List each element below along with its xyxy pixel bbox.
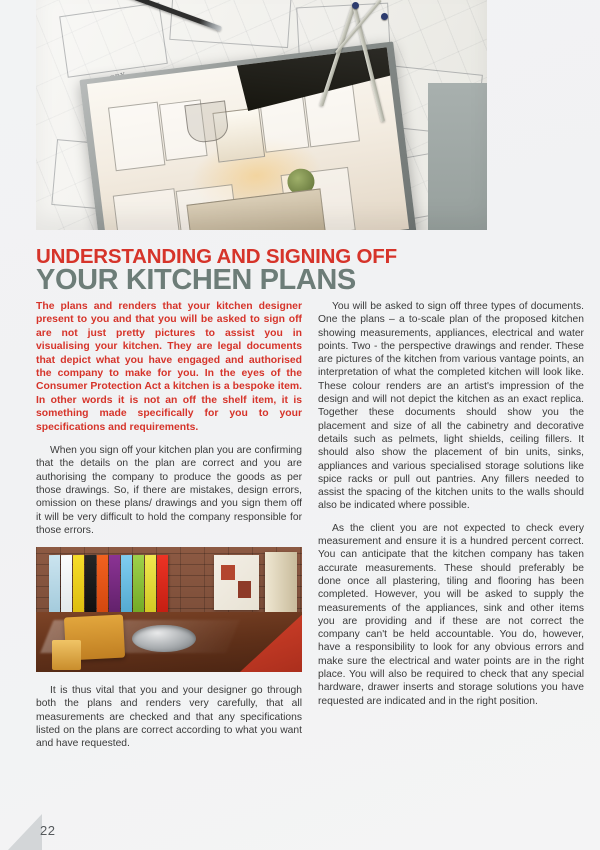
article-kicker: UNDERSTANDING AND SIGNING OFF [36,245,397,268]
left-paragraph-2: It is thus vital that you and your designer go through both the plans and renders very carefully, that all measurements are checked and that any specifications listed on the plans are correct according to what you want and have requested. [36,685,302,750]
page-number: 22 [40,823,56,838]
wall-artwork [214,555,259,610]
left-column [36,300,302,760]
lede-paragraph: The plans and renders that your kitchen designer present to you and that you will be asked to sign off are not just pretty pictures to assist you in visualising your kitchen. They are legal documents that depict what you have engaged and authorised the company to make for you. In the eyes of the Consumer Protection Act a kitchen is a bespoke item. In other words it is not an off the shelf item, it is something made specifically for you to your specifications and requirements. [36,301,302,433]
colour-sample-doors [49,555,168,620]
kitchen-samples-photo [36,547,302,672]
right-column [318,300,584,717]
knife-block [265,552,297,612]
stainless-sink [132,625,196,653]
hero-inner-shadow [36,0,487,230]
left-paragraph-1: When you sign off your kitchen plan you are confirming that the details on the plan are correct and you are authorising the company to produce the goods as per those drawings. So, if there are mistakes, design errors, omission on these plans/ drawings and you sign them off it will be very difficult to hold the company responsible for those errors. [36,445,302,536]
right-paragraph-1: You will be asked to sign off three types of documents. One the plans – a to-scale plan of the proposed kitchen showing measurements, appliances, electrical and water points. Two - the perspective drawings and render. These are pictures of the kitchen from various vantage points, an interpretation of what the completed kitchen will look like. These colour renders are an artist's impression of the design and will not depict the kitchen as an exact replica. Together these documents should show you the placement and size of all the cabinetry and decorative details such as pelmets, light shields, ceiling fillers. It should also show the placement of bin units, sinks, appliances and various specialised storage solutions like spice racks or pull out pantries. Any fillers needed to assist the spacing of the kitchen units to the walls should also be indicated where possible. [318,301,584,512]
corner-triangle-decoration [8,814,42,850]
page-title: YOUR KITCHEN PLANS [36,264,356,296]
right-paragraph-2: As the client you are not expected to check every measurement and ensure it is a hundred percent correct. You can anticipate that the kitchen company has taken accurate measurements. These should preferably be done once all plastering, tiling and flooring has been completed. However, you will be asked to supply the measurements of the appliances, sink and other items you are providing and if these are not correct the company can't be held accountable. You do, however, have a responsibility to look for any obvious errors and make sure the electrical and water points are in the right place. You will also be required to check that any special hardware, drawer inserts and storage solutions you have requested are indicated and in the right position. [318,522,584,707]
hero-image-blueprints [36,0,487,230]
preserve-jar [52,640,81,670]
